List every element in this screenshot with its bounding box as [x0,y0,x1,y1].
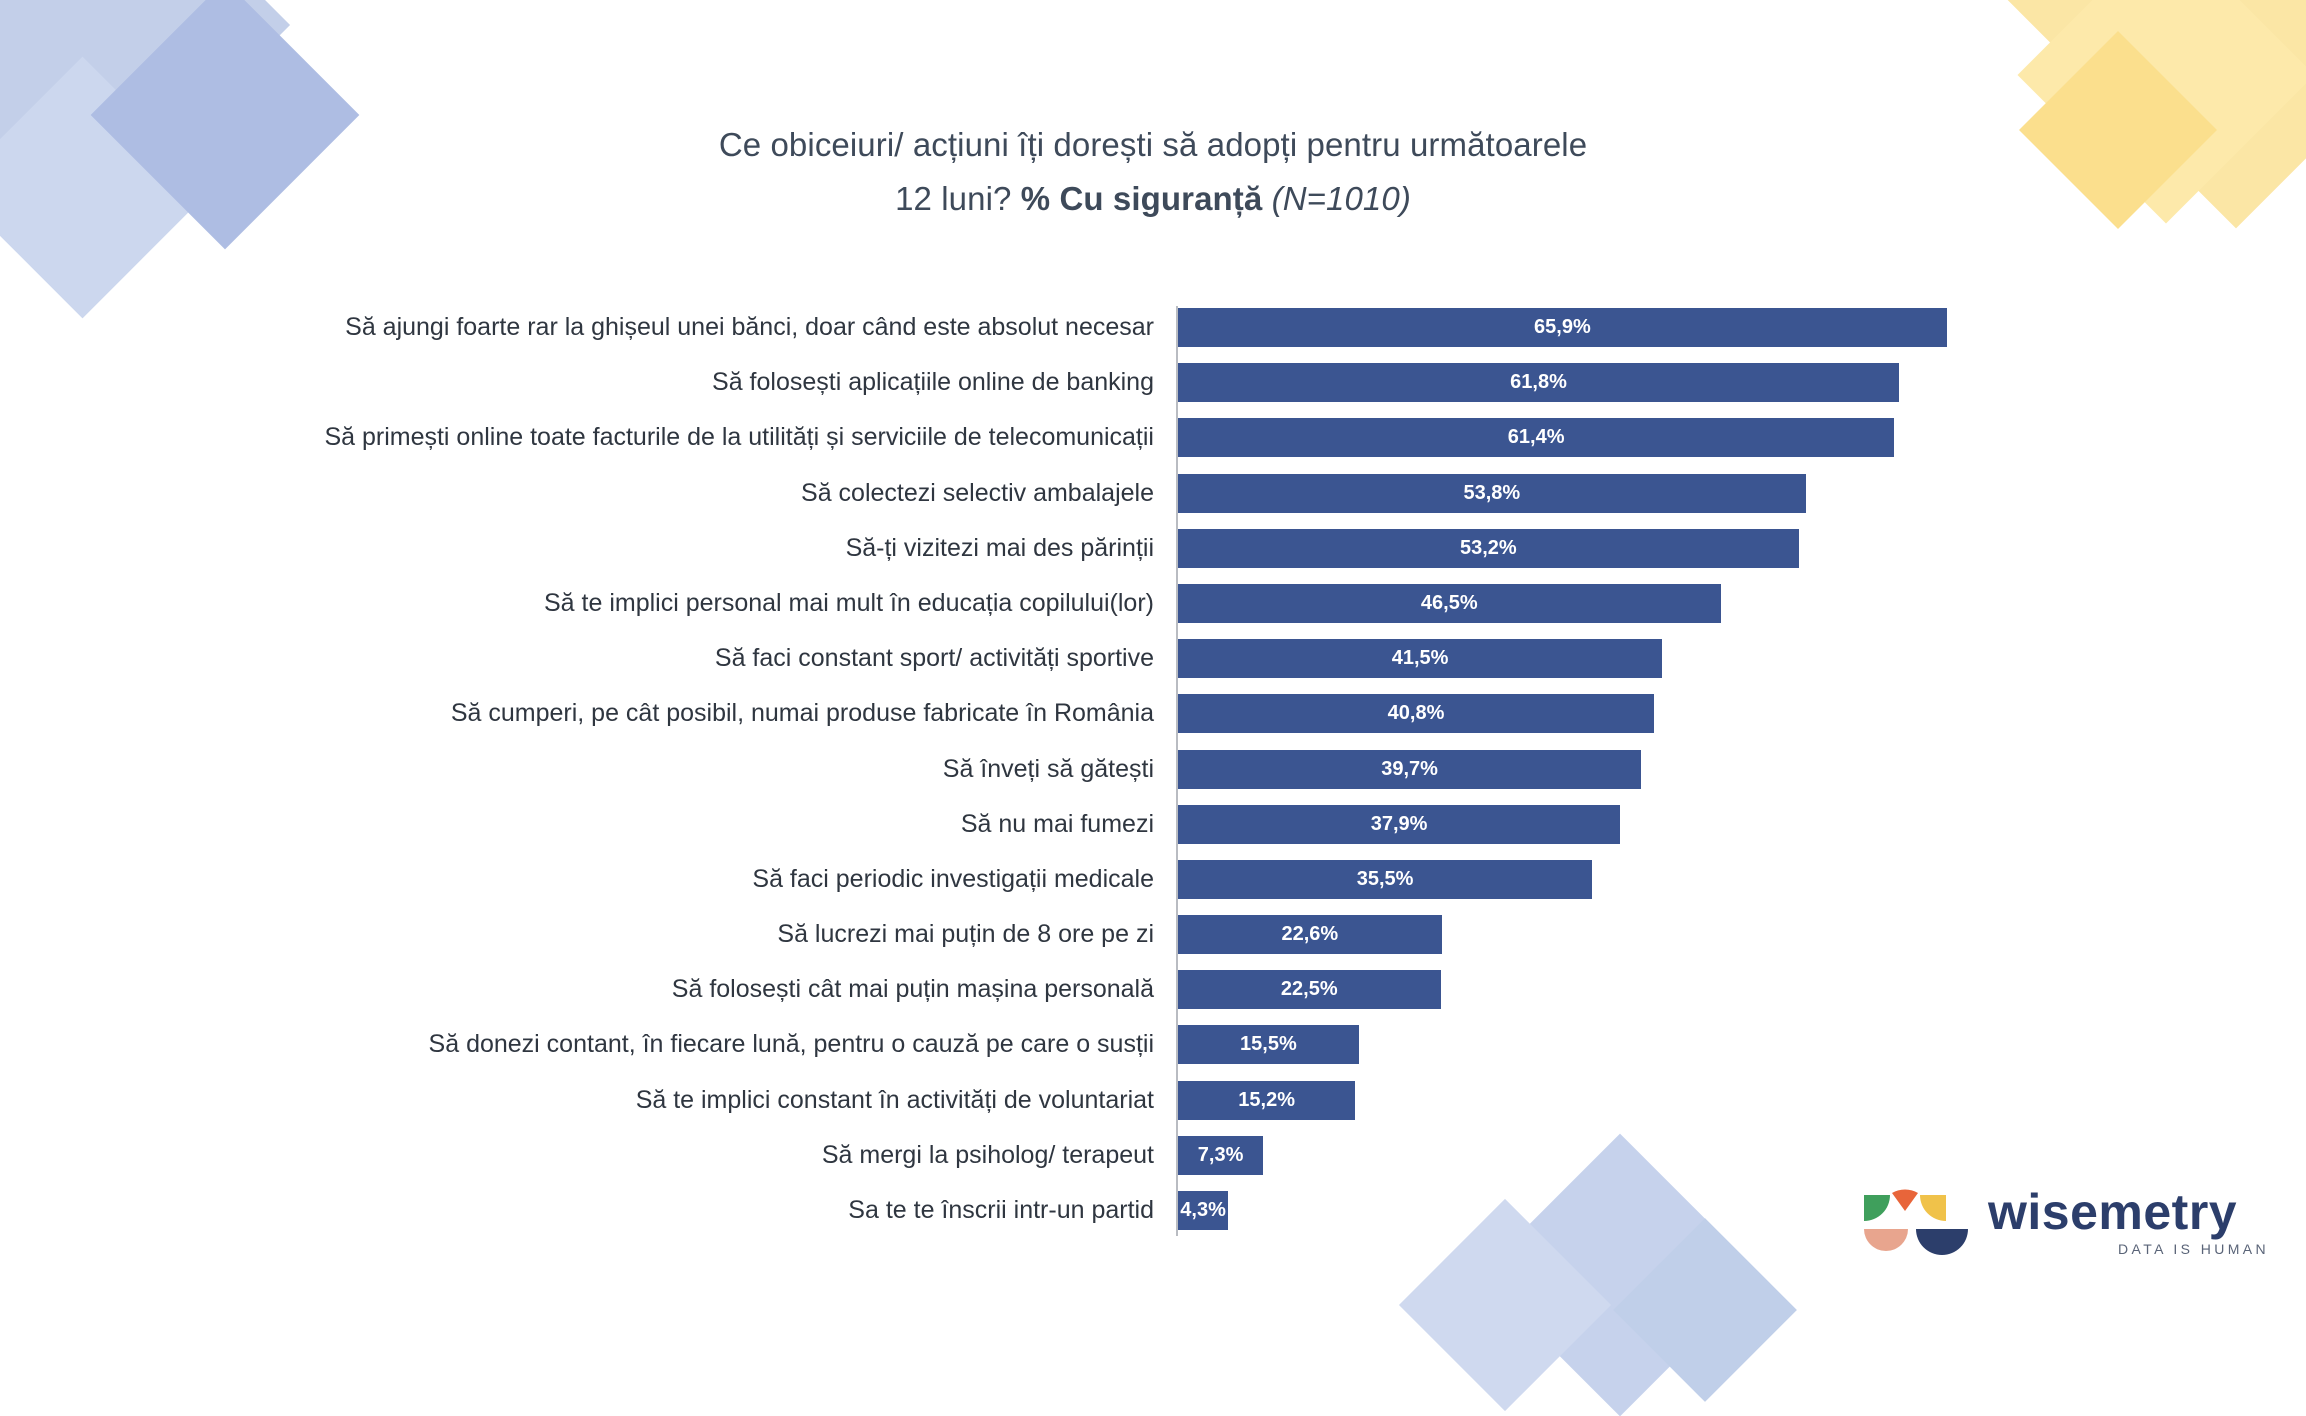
bar-category-label: Să cumperi, pe cât posibil, numai produse fabricate în România [450,699,1154,728]
bar-value-label: 65,9% [1534,316,1591,338]
bar-row [0,907,2306,962]
bar-value-label: 61,4% [1507,426,1565,449]
bar-row [0,686,2306,741]
bar-chart [0,300,2306,1250]
chart-title-question: 12 luni? [895,180,1021,217]
bar-row [0,852,2306,907]
bar-row [0,355,2306,410]
bar-category-label: Să-ți vizitezi mai des părinții [845,533,1154,562]
bar-value-label: 22,5% [1280,978,1338,1001]
bar-category-label: Să colectezi selectiv ambalajele [801,478,1154,507]
bar-value-label: 53,2% [1459,536,1517,559]
bar-row [0,576,2306,631]
bar-row [0,742,2306,797]
bar-category-label: Să donezi contant, în fiecare lună, pentru o cauză pe care o susții [428,1030,1154,1059]
bar-row [0,300,2306,355]
bar-category-label: Să nu mai fumezi [960,809,1154,838]
bar-category-label: Să te implici personal mai mult în educația copilului(lor) [544,588,1154,617]
bar-category-label: Să primești online toate facturile de la utilități și serviciile de telecomunicații [324,423,1154,452]
chart-title-metric: % Cu siguranță [1020,180,1263,217]
bar-row [0,962,2306,1017]
bar-row [0,1073,2306,1128]
bar-value-label: 53,8% [1463,481,1521,504]
bar-value-label: 4,3% [1180,1199,1226,1221]
bar-row [0,631,2306,686]
bar-value-label: 39,7% [1381,757,1438,780]
chart-title [0,118,2306,226]
bar-row [0,410,2306,465]
bar-category-label: Să înveți să gătești [942,754,1154,783]
bar-category-label: Să mergi la psiholog/ terapeut [821,1140,1154,1169]
logo-tagline: DATA IS HUMAN [2118,1241,2270,1257]
bar-category-label: Să te implici constant în activități de voluntariat [635,1085,1154,1114]
bar-value-label: 40,8% [1387,702,1445,725]
bar-row [0,466,2306,521]
bar-category-label: Să folosești cât mai puțin mașina personală [671,975,1154,1004]
bar-category-label: Să lucrezi mai puțin de 8 ore pe zi [777,920,1154,949]
bar-category-label: Sa te te înscrii intr-un partid [848,1196,1154,1224]
bar-value-label: 7,3% [1197,1143,1244,1166]
chart-title-line-2 [0,172,2306,226]
bar-category-label: Să faci periodic investigații medicale [752,864,1154,893]
bar-category-label: Să ajungi foarte rar la ghișeul unei bănci, doar când este absolut necesar [345,313,1154,341]
bar-row [0,797,2306,852]
logo-wordmark: wisemetry [1988,1184,2238,1240]
bar-value-label: 61,8% [1510,371,1567,394]
wisemetry-logo-icon [1860,1179,1972,1265]
brand-logo [1860,1175,2280,1270]
bar-category-label: Să faci constant sport/ activități sportive [714,644,1154,673]
bar-rows [0,300,2306,1238]
chart-title-sample-size: (N=1010) [1262,180,1411,217]
bar-row [0,521,2306,576]
bar-value-label: 41,5% [1391,647,1449,670]
bar-value-label: 46,5% [1420,591,1478,614]
bar-value-label: 35,5% [1356,867,1414,890]
bar-value-label: 37,9% [1370,812,1428,835]
bar-row [0,1017,2306,1072]
bar-value-label: 15,2% [1238,1088,1296,1111]
bar-value-label: 22,6% [1281,923,1339,946]
bar-category-label: Să folosești aplicațiile online de banking [712,368,1154,397]
bar-value-label: 15,5% [1240,1033,1297,1056]
chart-title-line-1: Ce obiceiuri/ acțiuni îți dorești să adopți pentru următoarele [718,126,1588,163]
